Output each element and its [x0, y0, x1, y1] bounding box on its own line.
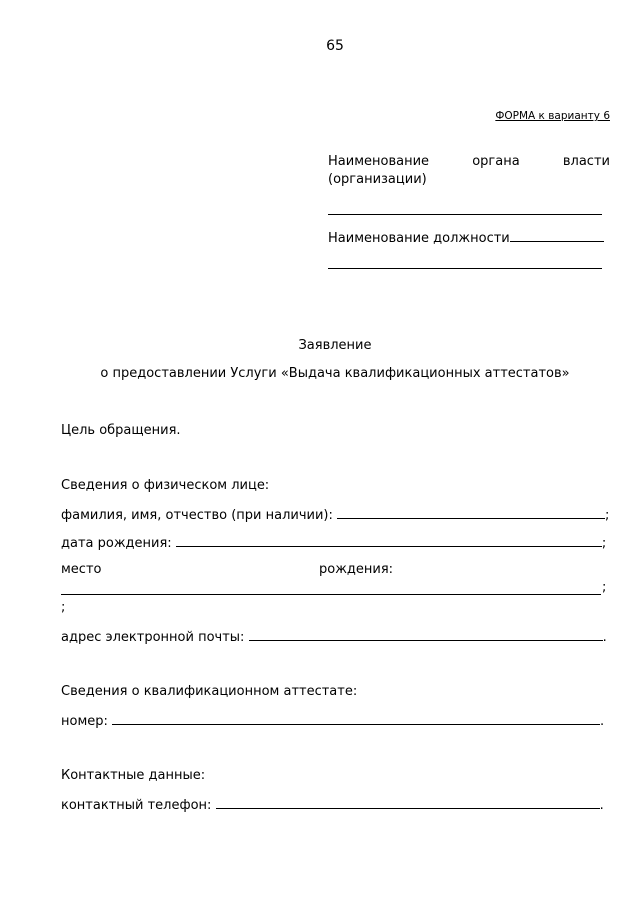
document-title: Заявление	[298, 338, 372, 353]
contacts-heading: Контактные данные:	[61, 768, 206, 783]
birth-date-row	[61, 534, 606, 551]
recipient-position-row	[328, 229, 604, 246]
phone-end-punct: .	[599, 798, 604, 813]
purpose-label: Цель обращения.	[61, 423, 181, 438]
email-row	[61, 628, 607, 645]
birth-place-field[interactable]	[61, 594, 601, 595]
birth-date-end-punct: ;	[601, 536, 607, 551]
full-name-field[interactable]	[337, 506, 605, 519]
recipient-organ-word-2: органа	[472, 154, 520, 169]
certificate-number-label: номер:	[61, 714, 108, 729]
recipient-organ-label	[328, 154, 610, 187]
email-label: адрес электронной почты:	[61, 630, 245, 645]
certificate-number-end-punct: .	[600, 714, 605, 729]
document-subtitle: о предоставлении Услуги «Выдача квалификационных аттестатов»	[100, 366, 570, 381]
phone-field[interactable]	[216, 796, 600, 809]
recipient-organ-word-3: власти	[562, 154, 610, 169]
full-name-label: фамилия, имя, отчество (при наличии):	[61, 508, 333, 523]
email-end-punct: .	[602, 630, 607, 645]
birth-date-label: дата рождения:	[61, 536, 172, 551]
recipient-organ-fill-line[interactable]	[328, 214, 602, 215]
phone-label: контактный телефон:	[61, 798, 212, 813]
person-heading: Сведения о физическом лице:	[61, 478, 270, 493]
birth-date-field[interactable]	[176, 534, 602, 547]
birth-place-word-1: место	[61, 562, 102, 577]
full-name-row	[61, 506, 609, 523]
recipient-organ-line-2: (организации)	[328, 172, 427, 187]
recipient-position-fill-line-2[interactable]	[328, 268, 602, 269]
birth-place-continuation-punct: ;	[61, 600, 66, 615]
recipient-position-fill[interactable]	[510, 229, 604, 242]
page-number: 65	[326, 38, 344, 54]
email-field[interactable]	[249, 628, 603, 641]
recipient-organ-word-1: Наименование	[328, 154, 430, 169]
full-name-end-punct: ;	[605, 508, 610, 523]
phone-row	[61, 796, 604, 813]
certificate-number-field[interactable]	[112, 712, 600, 725]
certificate-heading: Сведения о квалификационном аттестате:	[61, 684, 358, 699]
birth-place-word-2: рождения:	[319, 562, 394, 577]
recipient-position-label: Наименование должности	[328, 231, 510, 246]
certificate-number-row	[61, 712, 604, 729]
form-reference: ФОРМА к варианту 6	[495, 110, 610, 122]
birth-place-end-punct: ;	[602, 580, 607, 595]
